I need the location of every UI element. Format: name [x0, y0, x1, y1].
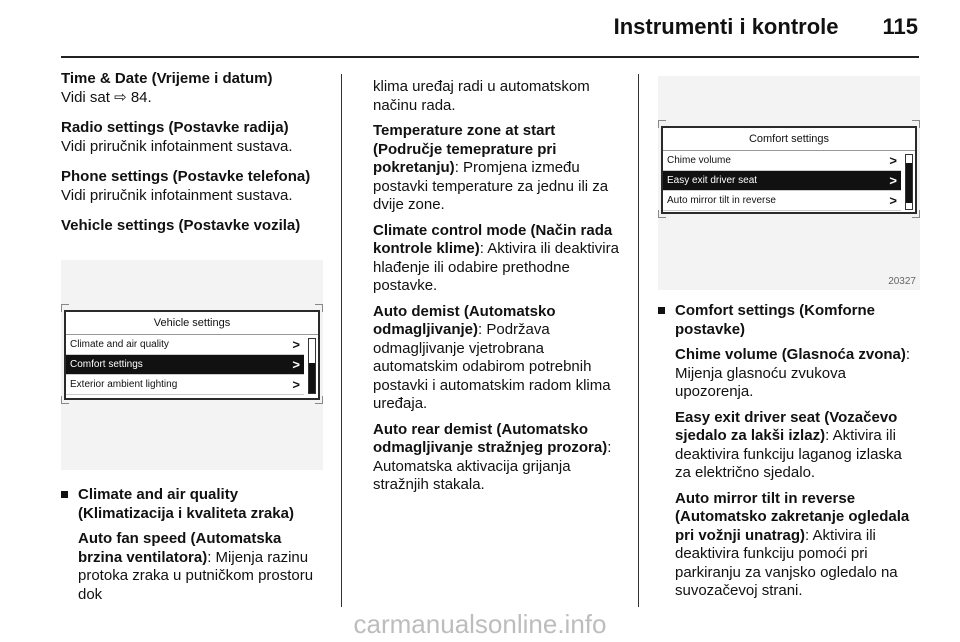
temp-zone-paragraph — [373, 122, 627, 215]
display-title: Comfort settings — [663, 128, 915, 151]
time-date-text: Vidi sat ⇨ 84. — [61, 88, 152, 106]
vehicle-settings-display — [64, 310, 320, 400]
chevron-right-icon: > — [889, 153, 897, 168]
display-row-comfort — [66, 355, 304, 375]
comfort-bullet — [658, 302, 920, 339]
display-row-label: Comfort settings — [70, 359, 143, 370]
phone-settings-section — [61, 168, 329, 205]
display-scrollbar — [308, 338, 316, 394]
display-title: Vehicle settings — [66, 312, 318, 335]
column-1 — [61, 70, 329, 236]
chevron-right-icon: > — [292, 337, 300, 352]
auto-demist-label: Auto demist (Automatsko odmagljivanje) — [373, 302, 556, 338]
radio-settings-section — [61, 119, 329, 156]
easy-exit-paragraph — [658, 409, 920, 483]
auto-demist-text: : Podržava odmagljivanje vjetrobrana automatskim odabirom potrebnih postavki i automatskim radom klima uređaja. — [373, 321, 611, 412]
mirror-tilt-label: Auto mirror tilt in reverse (Automatsko zakretanje ogledala pri vožnji unatrag) — [675, 489, 910, 544]
rear-demist-label: Auto rear demist (Automatsko odmagljivanje stražnjeg prozora) — [373, 420, 608, 456]
climate-title-1: Climate and air quality — [78, 486, 239, 503]
phone-settings-text: Vidi priručnik infotainment sustava. — [61, 186, 293, 204]
display-row-label: Easy exit driver seat — [667, 175, 758, 186]
column-3 — [658, 302, 920, 601]
intro-text: klima uređaj radi u automatskom načinu rada. — [373, 78, 590, 114]
display-row-climate — [66, 335, 304, 355]
easy-exit-text: : Aktivira ili deaktivira funkciju laganog izlaska za električno sjedalo. — [675, 427, 902, 481]
watermark: carmanualsonline.info — [353, 609, 607, 639]
header-rule — [61, 56, 919, 58]
time-date-title: Time & Date (Vrijeme i datum) — [61, 70, 273, 87]
chime-paragraph — [658, 346, 920, 402]
phone-settings-title: Phone settings (Postavke telefona) — [61, 168, 311, 185]
display-row-label: Climate and air quality — [70, 339, 169, 350]
chevron-right-icon: > — [889, 173, 897, 188]
radio-settings-text: Vidi priručnik infotainment sustava. — [61, 137, 293, 155]
rear-demist-text: : Automatska aktivacija grijanja stražnjih stakala. — [373, 439, 612, 493]
rear-demist-paragraph — [373, 421, 627, 495]
mirror-tilt-paragraph — [658, 490, 920, 601]
time-date-section — [61, 70, 329, 107]
climate-title-2: (Klimatizacija i kvaliteta zraka) — [78, 504, 294, 522]
fan-speed-paragraph — [61, 530, 329, 604]
chime-label: Chime volume (Glasnoća zvona) — [675, 346, 906, 363]
scrollbar-thumb — [309, 363, 315, 393]
column-divider-1 — [341, 74, 342, 607]
bullet-square-icon — [658, 307, 665, 314]
display-row-exterior — [66, 375, 304, 395]
page-number: 115 — [882, 14, 918, 39]
climate-mode-paragraph — [373, 222, 627, 296]
vehicle-settings-title: Vehicle settings (Postavke vozila) — [61, 217, 301, 234]
chevron-right-icon: > — [292, 377, 300, 392]
fan-speed-label: Auto fan speed (Automatska brzina ventilatora) — [78, 530, 282, 566]
display-row-chime — [663, 151, 901, 171]
temp-zone-label: Temperature zone at start (Područje temeprature pri pokretanju) — [373, 122, 557, 176]
chevron-right-icon: > — [889, 193, 897, 208]
temp-zone-text: : Promjena između postavki temperature za jednu ili za dvije zone. — [373, 159, 609, 213]
figure-code: 20327 — [888, 276, 916, 287]
climate-bullet — [61, 486, 329, 523]
easy-exit-label: Easy exit driver seat (Vozačevo sjedalo za lakši izlaz) — [675, 408, 898, 444]
fan-speed-text: : Mijenja razinu protoka zraka u putničkom prostoru dok — [78, 548, 314, 603]
display-row-mirror — [663, 191, 901, 211]
comfort-title: Comfort settings (Komforne postavke) — [675, 302, 875, 338]
page-header — [614, 14, 918, 40]
scrollbar-thumb — [906, 163, 912, 203]
display-row-easy-exit — [663, 171, 901, 191]
page-title: Instrumenti i kontrole — [613, 14, 839, 39]
comfort-settings-display — [661, 126, 917, 214]
mirror-tilt-text: : Aktivira ili deaktivira funkciju pomoći pri parkiranju za vanjsko ogledalo na suvozačevoj strani. — [675, 526, 898, 599]
column-2 — [373, 78, 627, 495]
bullet-square-icon — [61, 491, 68, 498]
chevron-right-icon: > — [292, 357, 300, 372]
climate-mode-label: Climate control mode (Način rada kontrole klime) — [373, 221, 613, 257]
climate-mode-text: : Aktivira ili deaktivira hlađenje ili odabire prethodne postavke. — [373, 240, 619, 294]
vehicle-settings-screen-image — [61, 260, 323, 470]
display-row-label: Chime volume — [667, 155, 731, 166]
climate-section — [61, 486, 329, 604]
auto-demist-paragraph — [373, 303, 627, 414]
display-row-label: Auto mirror tilt in reverse — [667, 195, 776, 206]
radio-settings-title: Radio settings (Postavke radija) — [61, 119, 289, 136]
comfort-settings-screen-image — [658, 76, 920, 290]
display-row-label: Exterior ambient lighting — [70, 379, 178, 390]
chime-text: : Mijenja glasnoću zvukova upozorenja. — [675, 346, 911, 400]
column-divider-2 — [638, 74, 639, 607]
display-scrollbar — [905, 154, 913, 210]
